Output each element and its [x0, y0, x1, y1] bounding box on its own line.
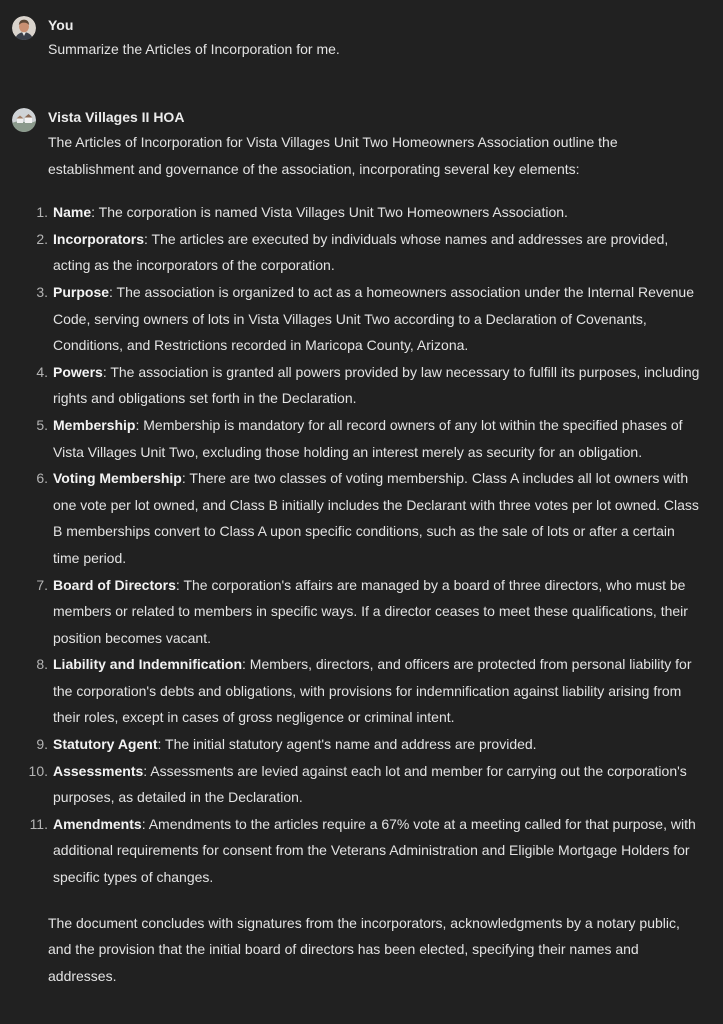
articles-summary-list — [28, 199, 703, 890]
list-number: 2. — [36, 230, 48, 247]
list-number: 6. — [36, 470, 48, 487]
list-item-title: Voting Membership — [53, 470, 182, 487]
list-number: 3. — [36, 283, 48, 300]
list-item-text: : The association is granted all powers provided by law necessary to fulfill its purposes, including rights and obligations set forth in the Declaration. — [53, 363, 700, 407]
list-item-text: : The initial statutory agent's name and address are provided. — [157, 736, 537, 753]
list-number: 1. — [36, 204, 48, 221]
list-item — [36, 651, 703, 731]
list-item — [36, 572, 703, 652]
assistant-author-name: Vista Villages II HOA — [48, 109, 185, 125]
list-item-title: Board of Directors — [53, 576, 176, 593]
list-item-text: : The articles are executed by individuals whose names and addresses are provided, acting as the incorporators of the corporation. — [53, 230, 669, 274]
list-item-text: : Members, directors, and officers are protected from personal liability for the corporation's debts and obligations, with provisions for indemnification against liability arising from their roles, except in cases of gross negligence or criminal intent. — [53, 656, 692, 726]
list-item — [36, 731, 703, 758]
list-item-title: Liability and Indemnification — [53, 656, 243, 673]
list-item — [36, 359, 703, 412]
list-item — [28, 758, 703, 811]
list-item-text: : The corporation's affairs are managed by a board of three directors, who must be members or related to members in specific ways. If a director ceases to meet these qualifications, their position becomes vacant. — [53, 576, 688, 646]
list-number: 10. — [28, 762, 48, 779]
list-item — [36, 226, 703, 279]
list-item-title: Purpose — [53, 283, 110, 300]
list-item-title: Assessments — [53, 762, 144, 779]
list-number: 4. — [36, 363, 48, 380]
list-item — [36, 279, 703, 359]
list-item-text: : The corporation is named Vista Villages Unit Two Homeowners Association. — [91, 204, 568, 221]
list-item-title: Incorporators — [53, 230, 145, 247]
list-number: 8. — [36, 656, 48, 673]
list-item-text: : Assessments are levied against each lot and member for carrying out the corporation's purposes, as detailed in the Declaration. — [53, 762, 687, 806]
assistant-response — [28, 129, 703, 989]
list-item-title: Amendments — [53, 815, 142, 832]
list-item-title: Membership — [53, 416, 136, 433]
assistant-avatar[interactable] — [12, 108, 36, 132]
user-avatar[interactable] — [12, 16, 36, 40]
list-item — [29, 811, 703, 891]
list-number: 5. — [36, 416, 48, 433]
list-item-text: : There are two classes of voting membership. Class A includes all lot owners with one vote per lot owned, and Class B initially includes the Declarant with three votes per lot owned. Class B memberships convert to Class A upon specific conditions, such as the sale of lots or after a certain time period. — [53, 470, 699, 566]
list-item — [36, 412, 703, 465]
list-item — [36, 465, 703, 571]
response-conclusion: The document concludes with signatures from the incorporators, acknowledgments by a notary public, and the provision that the initial board of directors has been elected, specifying their names and addresses. — [48, 914, 680, 984]
user-author-name: You — [48, 17, 74, 33]
list-item-text: : The association is organized to act as a homeowners association under the Internal Revenue Code, serving owners of lots in Vista Villages Unit Two according to a Declaration of Covenants, Conditions, and Restrictions recorded in Maricopa County, Arizona. — [53, 283, 694, 354]
list-number: 7. — [36, 576, 48, 593]
list-item-text: : Membership is mandatory for all record owners of any lot within the specified phases of Vista Villages Unit Two, excluding those holding an interest merely as security for an obligation. — [53, 416, 683, 460]
response-intro: The Articles of Incorporation for Vista Villages Unit Two Homeowners Association outline the establishment and governance of the association, incorporating several key elements: — [48, 134, 618, 177]
list-number: 11. — [29, 815, 48, 832]
list-number: 9. — [36, 736, 48, 753]
list-item-title: Name — [53, 204, 92, 221]
user-message-text: Summarize the Articles of Incorporation for me. — [48, 41, 340, 57]
list-item-title: Powers — [53, 363, 103, 380]
list-item — [36, 199, 703, 226]
list-item-text: : Amendments to the articles require a 67% vote at a meeting called for that purpose, with additional requirements for consent from the Veterans Administration and Eligible Mortgage Holders for specific types of changes. — [53, 815, 696, 886]
list-item-title: Statutory Agent — [53, 736, 158, 753]
